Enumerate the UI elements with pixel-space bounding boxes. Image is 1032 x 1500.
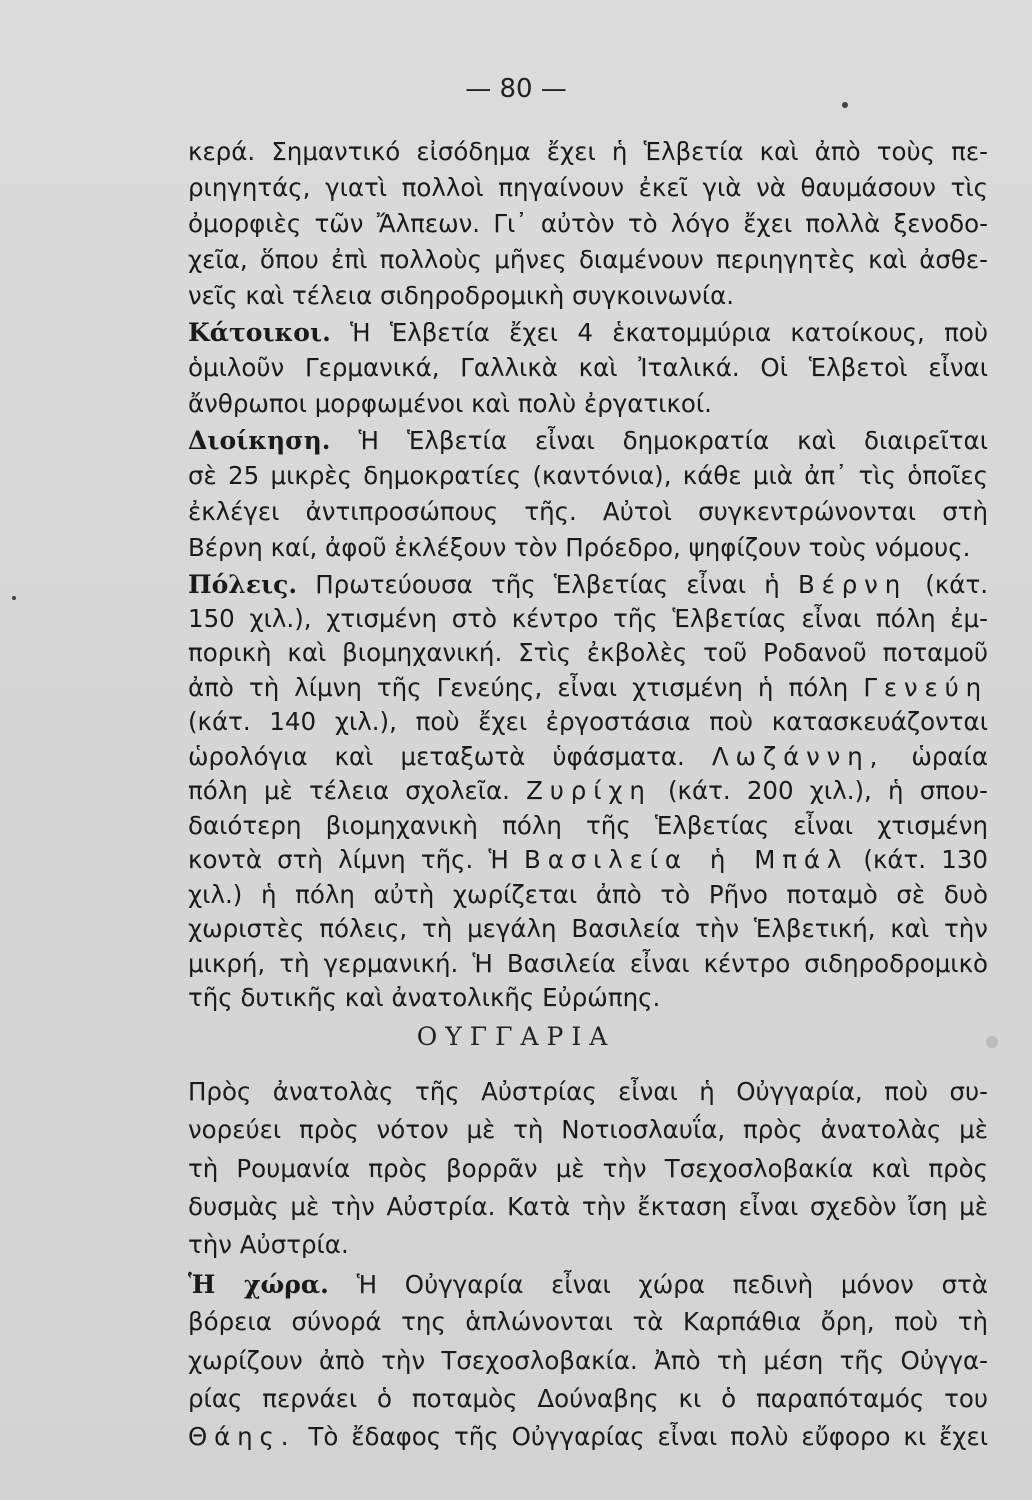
text-line: σὲ 25 μικρὲς δημοκρατίες (καντόνια), κάθε μιὰ ἀπ᾽ τὶς ὁποῖες: [188, 461, 988, 490]
text-line: ρίας περνάει ὁ ποταμὸς Δούναβης κι ὁ παραπόταμός του: [188, 1384, 988, 1413]
text-run: ὡραία: [911, 742, 988, 771]
paragraph-dioikisi-line: [188, 428, 988, 454]
text-line: χεῖα, ὅπου ἐπὶ πολλοὺς μῆνες διαμένουν περιηγητὲς καὶ ἀσθε-: [188, 245, 988, 274]
section-title: ΟΥΓΓΑΡΙΑ: [416, 1022, 616, 1051]
text-run: Ἡ Ἑλβετία ἔχει 4 ἑκατομμύρια κατοίκους, ποὺ: [350, 318, 988, 347]
text-line: τὴ Ρουμανία πρὸς βορρᾶν μὲ τὴν Τσεχοσλοβακία καὶ πρὸς: [188, 1154, 988, 1183]
text-run: ὡρολόγια καὶ μεταξωτὰ ὑφάσματα.: [188, 742, 685, 771]
text-line: [188, 845, 988, 874]
paragraph-xora-line: [188, 1272, 988, 1298]
text-line: δαιότερη βιομηχανικὴ πόλη τῆς Ἑλβετίας εἶναι χτισμένη: [188, 811, 988, 840]
text-line: [188, 673, 988, 702]
text-line: ἄνθρωποι μορφωμένοι καὶ πολὺ ἐργατικοί.: [188, 389, 712, 418]
text-line: Πρὸς ἀνατολὰς τῆς Αὐστρίας εἶναι ἡ Οὐγγαρία, ποὺ συ-: [188, 1077, 988, 1106]
heading-katoikoi: Κάτοικοι.: [188, 318, 331, 347]
text-run: (κάτ. 130: [863, 845, 988, 874]
text-line: Βέρνη καί, ἀφοῦ ἐκλέξουν τὸν Πρόεδρο, ψηφίζουν τοὺς νόμους.: [188, 533, 971, 562]
text-run: Ἡ Οὐγγαρία εἶναι χώρα πεδινὴ μόνον στὰ: [356, 1270, 989, 1299]
text-line: πορικὴ καὶ βιομηχανική. Στὶς ἐκβολὲς τοῦ Ροδανοῦ ποταμοῦ: [188, 638, 988, 667]
scan-speck: [842, 102, 848, 108]
scan-speck: [986, 1036, 998, 1048]
city-name: Βασιλεία ἡ Μπάλ: [524, 845, 849, 874]
heading-poleis: Πόλεις.: [188, 570, 298, 599]
text-run: Πρωτεύουσα τῆς Ἑλβετίας εἶναι ἡ: [315, 570, 780, 599]
text-run: Ἡ Ἑλβετία εἶναι δημοκρατία καὶ διαιρεῖται: [358, 426, 988, 455]
city-name: Γενεύη: [863, 673, 988, 702]
text-run: (κάτ. 200 χιλ.), ἡ σπου-: [667, 776, 988, 805]
text-line: χωρίζουν ἀπὸ τὴν Τσεχοσλοβακία. Ἀπὸ τὴ μέση τῆς Οὐγγα-: [188, 1346, 988, 1375]
text-line: τῆς δυτικῆς καὶ ἀνατολικῆς Εὐρώπης.: [188, 983, 661, 1012]
text-line: (κάτ. 140 χιλ.), ποὺ ἔχει ἐργοστάσια ποὺ κατασκευάζονται: [188, 707, 988, 736]
text-line: χωριστὲς πόλεις, τὴ μεγάλη Βασιλεία τὴν Ἑλβετική, καὶ τὴν: [188, 914, 988, 943]
paragraph-katoikoi-line: [188, 320, 988, 346]
city-name: Βέρνη: [797, 570, 908, 599]
text-run: πόλη μὲ τέλεια σχολεῖα.: [188, 776, 510, 805]
city-name: Ζυρίχη: [526, 776, 652, 805]
text-line: ὀμορφιὲς τῶν Ἄλπεων. Γι᾽ αὐτὸν τὸ λόγο ἔχει πολλὰ ξενοδο-: [188, 209, 988, 238]
text-run: κοντὰ στὴ λίμνη τῆς. Ἡ: [188, 845, 509, 874]
text-line: ὁμιλοῦν Γερμανικά, Γαλλικὰ καὶ Ἰταλικά. Οἱ Ἑλβετοὶ εἶναι: [188, 353, 988, 382]
text-line: νορεύει πρὸς νότον μὲ τὴ Νοτιοσλαυΐα, πρὸς ἀνατολὰς μὲ: [188, 1115, 988, 1144]
text-line: [188, 776, 988, 805]
text-line: κερά. Σημαντικό εἰσόδημα ἔχει ἡ Ἑλβετία καὶ ἀπὸ τοὺς πε-: [188, 137, 988, 166]
text-line: [188, 742, 988, 771]
text-run: (κάτ.: [925, 570, 988, 599]
text-line: βόρεια σύνορά της ἁπλώνονται τὰ Καρπάθια ὄρη, ποὺ τὴ: [188, 1307, 988, 1336]
text-line: δυσμὰς μὲ τὴν Αὐστρία. Κατὰ τὴν ἔκταση εἶναι σχεδὸν ἴση μὲ: [188, 1192, 988, 1221]
text-line: [188, 1422, 988, 1451]
city-name: Λωζάννη,: [711, 742, 885, 771]
page-number: — 80 —: [465, 74, 567, 104]
scan-speck: [12, 596, 16, 600]
text-line: ἐκλέγει ἀντιπροσώπους τῆς. Αὐτοὶ συγκεντρώνονται στὴ: [188, 497, 988, 526]
river-name: Θάης.: [188, 1422, 296, 1451]
heading-xora: Ἡ χώρα.: [188, 1270, 329, 1299]
text-run: ἀπὸ τὴ λίμνη τῆς Γενεύης, εἶναι χτισμένη ἡ πόλη: [188, 673, 849, 702]
heading-dioikisi: Διοίκηση.: [188, 426, 331, 455]
text-line: χιλ.) ἡ πόλη αὐτὴ χωρίζεται ἀπὸ τὸ Ρῆνο ποταμὸ σὲ δυὸ: [188, 880, 988, 909]
text-run: Τὸ ἔδαφος τῆς Οὐγγαρίας εἶναι πολὺ εὔφορο κι ἔχει: [308, 1422, 988, 1451]
paragraph-poleis-line: [188, 572, 988, 598]
text-line: νεῖς καὶ τέλεια σιδηροδρομικὴ συγκοινωνία.: [188, 281, 735, 310]
text-line: ριηγητάς, γιατὶ πολλοὶ πηγαίνουν ἐκεῖ γιὰ νὰ θαυμάσουν τὶς: [188, 173, 988, 202]
text-line: 150 χιλ.), χτισμένη στὸ κέντρο τῆς Ἑλβετίας εἶναι πόλη ἐμ-: [188, 604, 988, 633]
text-line: μικρή, τὴ γερμανική. Ἡ Βασιλεία εἶναι κέντρο σιδηροδρομικὸ: [188, 949, 988, 978]
text-line: τὴν Αὐστρία.: [188, 1230, 349, 1259]
